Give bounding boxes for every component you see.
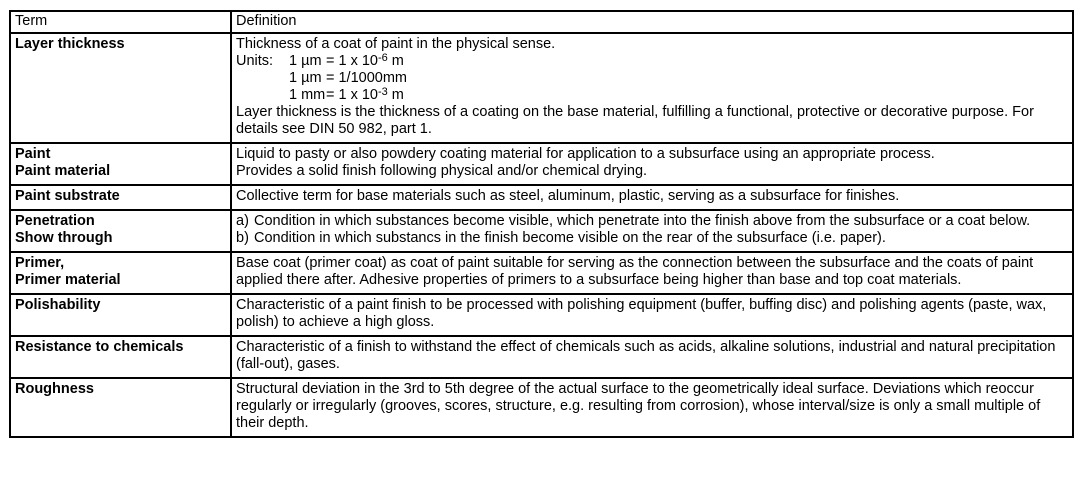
glossary-table bbox=[9, 10, 1074, 438]
unit-equation bbox=[326, 87, 1066, 104]
col-header-definition: Definition bbox=[231, 11, 1073, 33]
table-row bbox=[10, 378, 1073, 437]
term-text: Primer material bbox=[15, 272, 121, 288]
list-item-text: Condition in which substances become visible, which penetrate into the finish above from the subsurface or a coat below. bbox=[254, 213, 1031, 229]
exponent: -3 bbox=[378, 86, 388, 98]
list-marker: b) bbox=[236, 230, 249, 246]
col-header-term: Term bbox=[10, 11, 231, 33]
unit-equation bbox=[326, 70, 1066, 87]
term-text: Paint bbox=[15, 146, 51, 162]
term-text: Layer thickness bbox=[15, 36, 125, 52]
list-item bbox=[236, 230, 1066, 247]
equation-base: = 1 x 10 bbox=[326, 53, 378, 69]
definition-text: Layer thickness is the thickness of a coating on the base material, fulfilling a functional, protective or decorative purpose. For details see DIN 50 982, part 1. bbox=[236, 104, 1034, 137]
unit-row bbox=[236, 53, 1066, 70]
term-text: Resistance to chemicals bbox=[15, 339, 184, 355]
definition-cell bbox=[231, 336, 1073, 378]
definition-cell bbox=[231, 294, 1073, 336]
term-text: Paint material bbox=[15, 163, 111, 179]
term-text: Roughness bbox=[15, 381, 94, 397]
table-row bbox=[10, 210, 1073, 252]
equation-unit: m bbox=[387, 87, 404, 103]
definition-cell bbox=[231, 143, 1073, 185]
term-cell bbox=[10, 336, 231, 378]
table-row bbox=[10, 143, 1073, 185]
units-label-spacer bbox=[236, 87, 289, 104]
table-row bbox=[10, 185, 1073, 210]
term-cell bbox=[10, 33, 231, 143]
term-text: Paint substrate bbox=[15, 188, 120, 204]
units-label-spacer bbox=[236, 70, 289, 87]
unit-row bbox=[236, 70, 1066, 87]
term-cell bbox=[10, 294, 231, 336]
definition-cell bbox=[231, 378, 1073, 437]
list-marker: a) bbox=[236, 213, 249, 229]
term-cell bbox=[10, 143, 231, 185]
unit-quantity: 1 mm bbox=[289, 87, 326, 103]
definition-cell bbox=[231, 210, 1073, 252]
units-block bbox=[236, 53, 1066, 104]
list-item-text: Condition in which substancs in the finish become visible on the rear of the subsurface (i.e. paper). bbox=[254, 230, 886, 246]
definition-text: Liquid to pasty or also powdery coating material for application to a subsurface using an appropriate process. bbox=[236, 146, 935, 162]
definition-text: Base coat (primer coat) as coat of paint suitable for serving as the connection between the subsurface and the coats of paint applied there after. Adhesive properties of primers to a subsurface being higher than base and top coat materials. bbox=[236, 255, 1034, 288]
term-cell bbox=[10, 185, 231, 210]
units-label: Units: bbox=[236, 53, 274, 69]
unit-quantity: 1 µm bbox=[289, 70, 322, 86]
equation-base: = 1 x 10 bbox=[326, 87, 378, 103]
equation-base: = 1/1000mm bbox=[326, 70, 408, 86]
table-row bbox=[10, 294, 1073, 336]
definition-cell bbox=[231, 33, 1073, 143]
table-row bbox=[10, 33, 1073, 143]
definition-text: Structural deviation in the 3rd to 5th degree of the actual surface to the geometrically ideal surface. Deviations which reoccur regularly or irregularly (grooves, scores, structure, e.g. resulting from corrosion), whose interval/size is only a small multiple of their depth. bbox=[236, 381, 1041, 431]
table-row bbox=[10, 252, 1073, 294]
definition-text: Characteristic of a finish to withstand the effect of chemicals such as acids, alkaline solutions, industrial and natural precipitation (fall-out), gases. bbox=[236, 339, 1056, 372]
term-cell bbox=[10, 210, 231, 252]
unit-row bbox=[236, 87, 1066, 104]
list-item bbox=[236, 213, 1066, 230]
term-cell bbox=[10, 252, 231, 294]
term-text: Polishability bbox=[15, 297, 101, 313]
definition-cell bbox=[231, 185, 1073, 210]
term-text: Show through bbox=[15, 230, 113, 246]
definition-intro: Thickness of a coat of paint in the physical sense. bbox=[236, 36, 556, 52]
definition-text: Characteristic of a paint finish to be processed with polishing equipment (buffer, buffing disc) and polishing agents (paste, wax, polish) to achieve a high gloss. bbox=[236, 297, 1047, 330]
table-row bbox=[10, 336, 1073, 378]
equation-unit: m bbox=[387, 53, 404, 69]
term-text: Primer, bbox=[15, 255, 65, 271]
exponent: -6 bbox=[378, 52, 388, 64]
definition-cell bbox=[231, 252, 1073, 294]
header-row bbox=[10, 11, 1073, 33]
term-text: Penetration bbox=[15, 213, 95, 229]
unit-quantity: 1 µm bbox=[289, 53, 322, 69]
definition-text: Collective term for base materials such as steel, aluminum, plastic, serving as a subsurface for finishes. bbox=[236, 188, 900, 204]
definition-text: Provides a solid finish following physical and/or chemical drying. bbox=[236, 163, 648, 179]
term-cell bbox=[10, 378, 231, 437]
unit-equation bbox=[326, 53, 1066, 70]
